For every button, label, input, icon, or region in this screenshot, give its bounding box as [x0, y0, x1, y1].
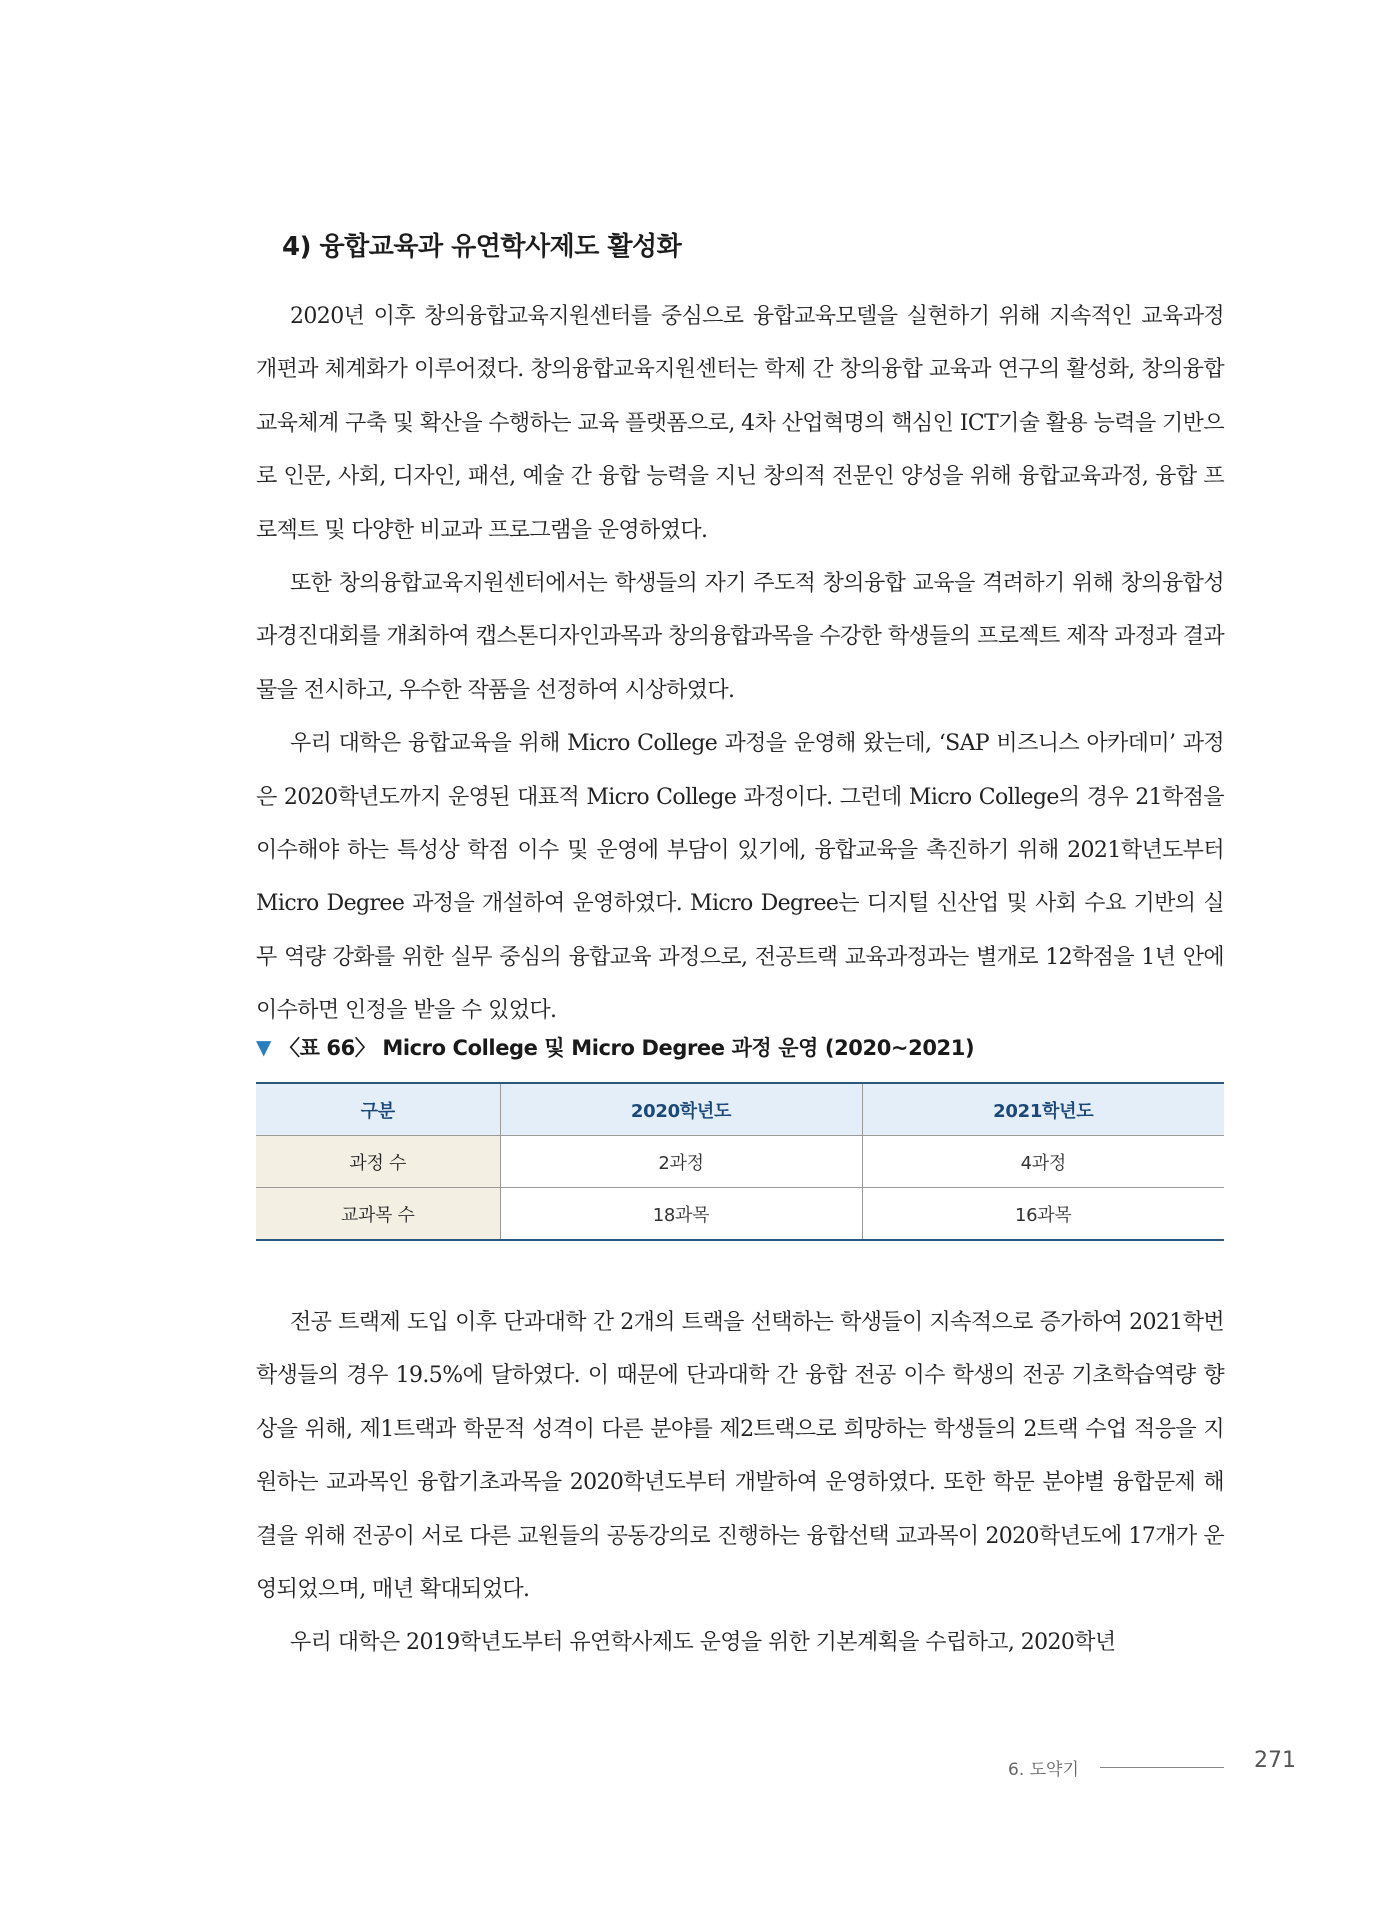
footer-divider	[1100, 1767, 1224, 1768]
table-header-row	[256, 1083, 1224, 1136]
table-cell: 18과목	[500, 1188, 862, 1241]
section-heading: 4) 융합교육과 유연학사제도 활성화	[282, 232, 682, 262]
paragraph: 2020년 이후 창의융합교육지원센터를 중심으로 융합교육모델을 실현하기 위해 지속적인 교육과정 개편과 체계화가 이루어졌다. 창의융합교육지원센터는 학제 간 창의융합 교육과 연구의 활성화, 창의융합교육체계 구축 및 확산을 수행하는 교육 플랫폼으로, 4차 산업혁명의 핵심인 ICT기술 활용 능력을 기반으로 인문, 사회, 디자인, 패션, 예술 간 융합 능력을 지닌 창의적 전문인 양성을 위해 융합교육과정, 융합 프로젝트 및 다양한 비교과 프로그램을 운영하였다.	[256, 304, 1224, 543]
footer-section-label: 6. 도약기	[1008, 1760, 1079, 1780]
paragraph: 또한 창의융합교육지원센터에서는 학생들의 자기 주도적 창의융합 교육을 격려하기 위해 창의융합성과경진대회를 개최하여 캡스톤디자인과목과 창의융합과목을 수강한 학생들의 프로젝트 제작 과정과 결과물을 전시하고, 우수한 작품을 선정하여 시상하였다.	[256, 571, 1224, 703]
table-row	[256, 1188, 1224, 1241]
table-caption	[256, 1032, 974, 1062]
table-cell: 2과정	[500, 1136, 862, 1188]
paragraph: 우리 대학은 융합교육을 위해 Micro College 과정을 운영해 왔는데, ‘SAP 비즈니스 아카데미’ 과정은 2020학년도까지 운영된 대표적 Micro College 과정이다. 그런데 Micro College의 경우 21학점을 이수해야 하는 특성상 학점 이수 및 운영에 부담이 있기에, 융합교육을 촉진하기 위해 2021학년도부터 Micro Degree 과정을 개설하여 운영하였다. Micro Degree는 디지털 신산업 및 사회 수요 기반의 실무 역량 강화를 위한 실무 중심의 융합교육 과정으로, 전공트랙 교육과정과는 별개로 12학점을 1년 안에 이수하면 인정을 받을 수 있었다.	[256, 731, 1224, 1024]
row-label: 교과목 수	[256, 1188, 500, 1241]
table-header-cell: 구분	[256, 1083, 500, 1136]
paragraph: 우리 대학은 2019학년도부터 유연학사제도 운영을 위한 기본계획을 수립하고, 2020학년	[290, 1630, 1116, 1656]
table-header-cell: 2020학년도	[500, 1083, 862, 1136]
body-text-top	[256, 290, 1224, 1038]
page-number: 271	[1254, 1748, 1296, 1773]
course-table	[256, 1082, 1224, 1241]
table-cell: 16과목	[862, 1188, 1224, 1241]
triangle-down-icon: ▼	[256, 1035, 271, 1059]
table-cell: 4과정	[862, 1136, 1224, 1188]
table-row	[256, 1136, 1224, 1188]
paragraph: 전공 트랙제 도입 이후 단과대학 간 2개의 트랙을 선택하는 학생들이 지속적으로 증가하여 2021학번 학생들의 경우 19.5%에 달하였다. 이 때문에 단과대학 간 융합 전공 이수 학생의 전공 기초학습역량 향상을 위해, 제1트랙과 학문적 성격이 다른 분야를 제2트랙으로 희망하는 학생들의 2트랙 수업 적응을 지원하는 교과목인 융합기초과목을 2020학년도부터 개발하여 운영하였다. 또한 학문 분야별 융합문제 해결을 위해 전공이 서로 다른 교원들의 공동강의로 진행하는 융합선택 교과목이 2020학년도에 17개가 운영되었으며, 매년 확대되었다.	[256, 1310, 1224, 1603]
table-header-cell: 2021학년도	[862, 1083, 1224, 1136]
body-text-bottom	[256, 1296, 1224, 1670]
row-label: 과정 수	[256, 1136, 500, 1188]
table-caption-text: 〈표 66〉 Micro College 및 Micro Degree 과정 운영 (2020~2021)	[278, 1036, 975, 1060]
